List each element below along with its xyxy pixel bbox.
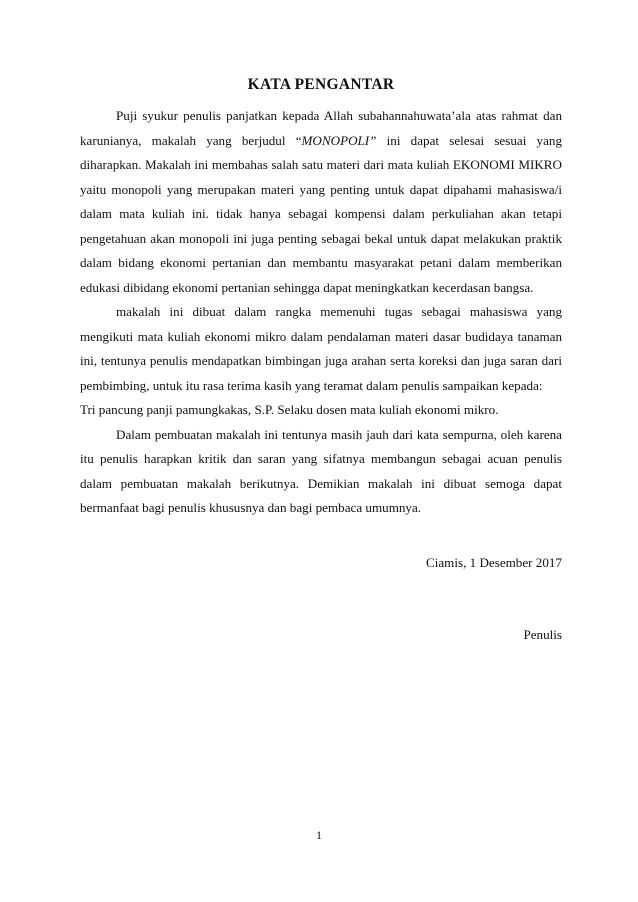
paragraph-1 xyxy=(80,104,562,300)
paragraph-1-intro: Puji syukur penulis panjatkan kepada Allah subahannahuwata’ala atas rahmat dan karunianya, makalah yang berjudul “ xyxy=(80,108,562,148)
document-body xyxy=(80,104,562,521)
paper-title-italic: MONOPOLI” xyxy=(301,132,377,148)
author-signature: Penulis xyxy=(523,627,562,642)
paragraph-4: Dalam pembuatan makalah ini tentunya masih jauh dari kata sempurna, oleh karena itu penulis harapkan kritik dan saran yang sifatnya membangun sebagai acuan penulis dalam pembuatan makalah berikutnya. Demikian makalah ini dibuat semoga dapat bermanfaat bagi penulis khususnya dan bagi pembaca umumnya. xyxy=(80,426,562,515)
paragraph-2: makalah ini dibuat dalam rangka memenuhi tugas sebagai mahasiswa yang mengikuti mata kuliah ekonomi mikro dalam pendalaman materi dasar budidaya tanaman ini, tentunya penulis mendapatkan bimbingan juga arahan serta koreksi dan juga saran dari pembimbing, untuk itu rasa terima kasih yang teramat dalam penulis sampaikan kepada: xyxy=(80,304,562,393)
page-number: 1 xyxy=(316,828,322,842)
place-date: Ciamis, 1 Desember 2017 xyxy=(425,554,562,570)
paragraph-1-rest: ini dapat selesai sesuai yang diharapkan. Makalah ini membahas salah satu materi dari mata kuliah EKONOMI MIKRO yaitu monopoli yang merupakan materi yang penting untuk dapat dipahami mahasiswa/i dalam mata kuliah ini. tidak hanya sebagai kompensi dalam perkuliahan akan tetapi pengetahuan akan monopoli ini juga penting sebagai bekal untuk dapat melakukan praktik dalam bidang ekonomi pertanian dan membantu masyarakat petani dalam memberikan edukasi dibidang ekonomi pertanian sehingga dapat meningkatkan kecerdasan bangsa. xyxy=(80,132,562,295)
page-title: KATA PENGANTAR xyxy=(247,76,395,93)
paragraph-3: Tri pancung panji pamungkakas, S.P. Selaku dosen mata kuliah ekonomi mikro. xyxy=(80,402,499,417)
